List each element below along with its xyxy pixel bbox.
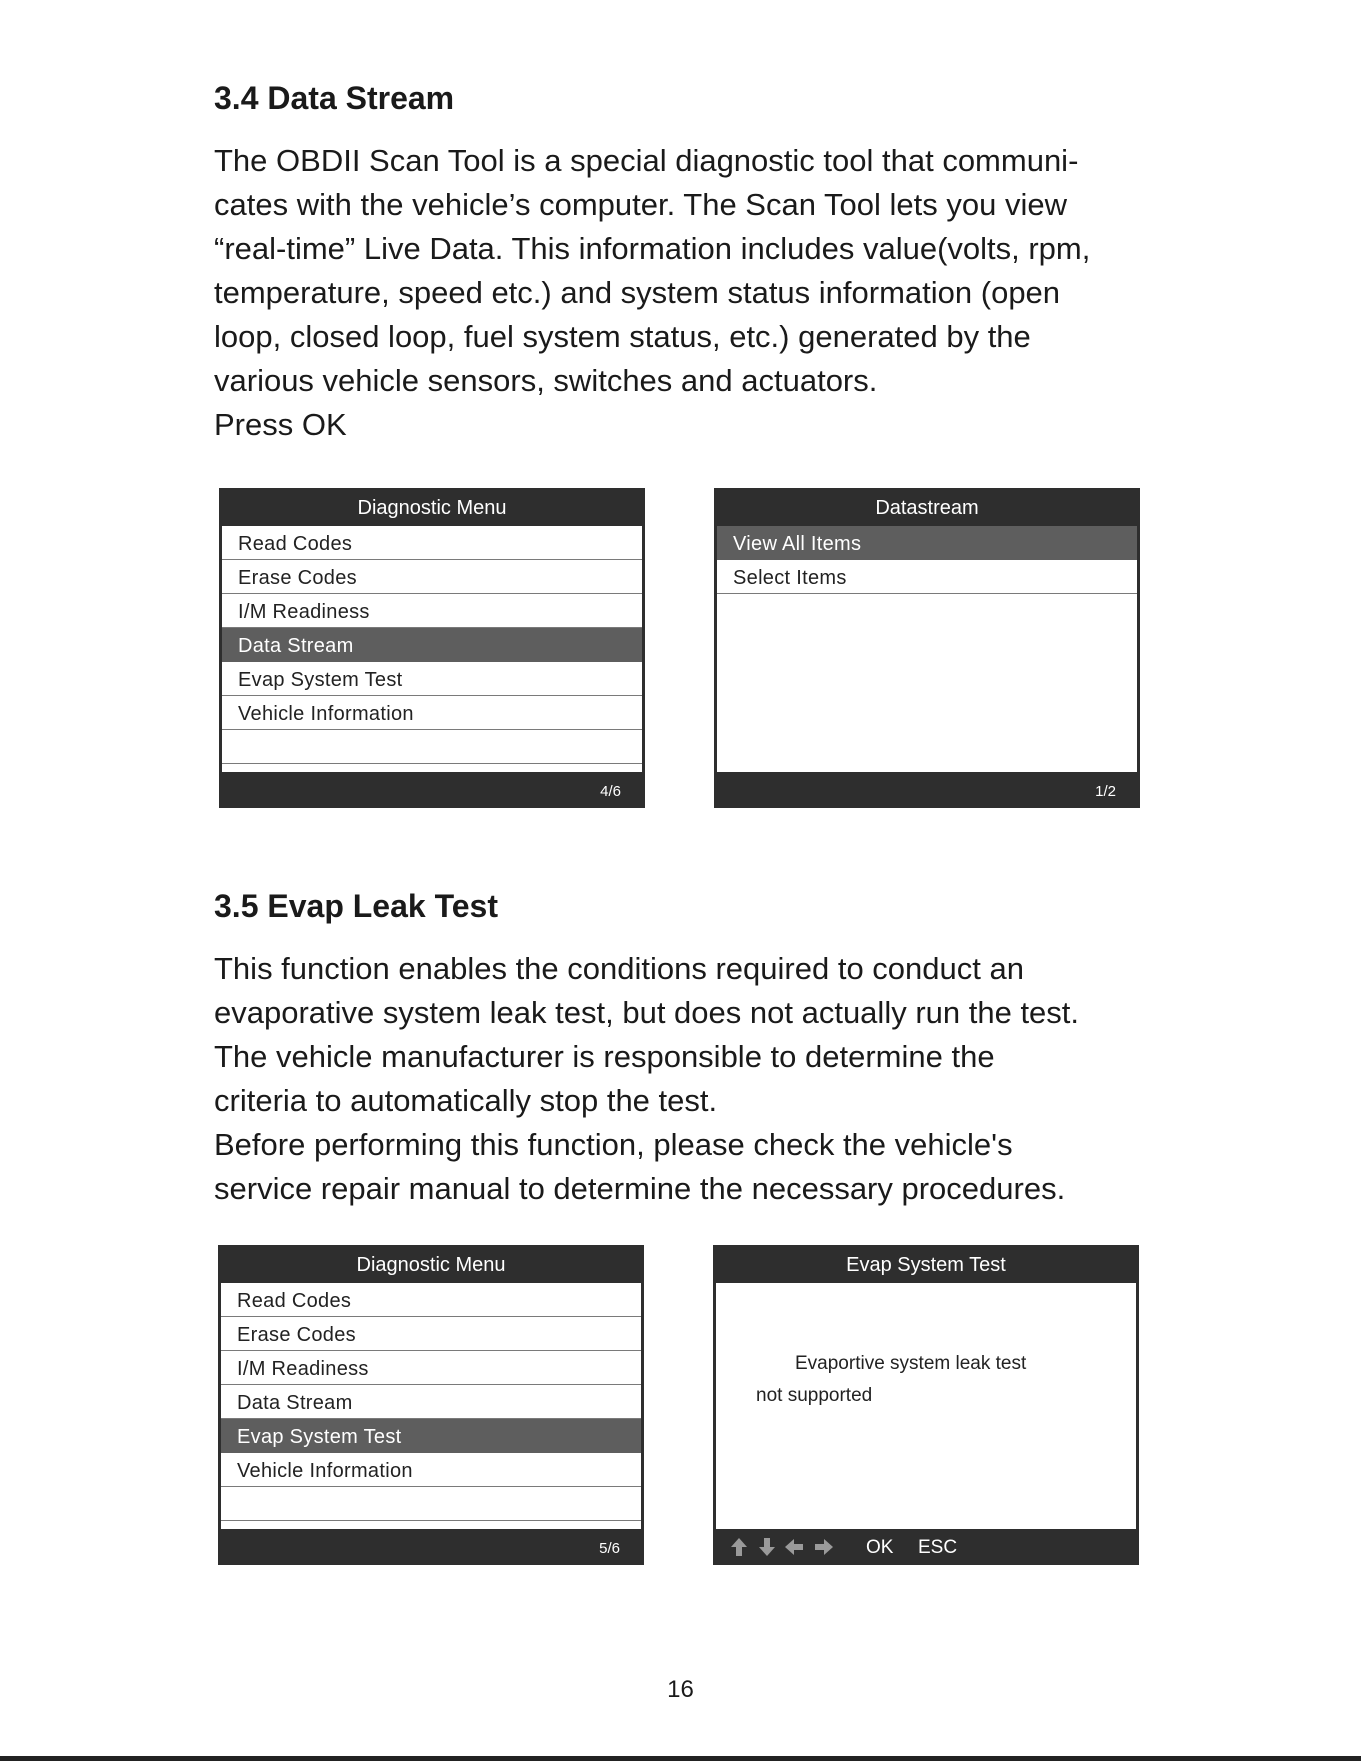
page-indicator: 1/2 [1095,783,1116,800]
body-line: criteria to automatically stop the test. [214,1083,718,1118]
screen-title: Diagnostic Menu [357,497,507,519]
screen-evap-system-test [713,1245,1139,1565]
body-line: service repair manual to determine the necessary procedures. [214,1171,1066,1206]
menu-item-read-codes[interactable]: Read Codes [222,526,642,560]
body-line: Before performing this function, please check the vehicle's [214,1127,1013,1162]
arrow-down-icon[interactable] [759,1538,775,1556]
page-indicator: 5/6 [599,1540,620,1557]
menu-item-empty [221,1487,641,1521]
arrow-left-icon[interactable] [785,1539,803,1555]
screen-diagnostic-menu-1 [219,488,645,808]
page-number: 16 [667,1676,694,1703]
menu-list [717,526,1137,772]
page-indicator: 4/6 [600,783,621,800]
menu-item-select-items[interactable]: Select Items [717,560,1137,594]
menu-item-erase-codes[interactable]: Erase Codes [222,560,642,594]
message-line: not supported [756,1385,873,1406]
menu-item-vehicle-information[interactable]: Vehicle Information [221,1453,641,1487]
screen-footer [219,772,645,808]
body-line: “real-time” Live Data. This information includes value(volts, rpm, [214,231,1091,266]
screen-footer [218,1529,644,1565]
message-area [716,1283,1136,1529]
screen-title: Evap System Test [846,1254,1006,1276]
body-line: cates with the vehicle’s computer. The Scan Tool lets you view [214,187,1067,222]
screen-diagnostic-menu-2 [218,1245,644,1565]
menu-item-empty [222,730,642,764]
menu-item-vehicle-information[interactable]: Vehicle Information [222,696,642,730]
menu-item-im-readiness[interactable]: I/M Readiness [221,1351,641,1385]
section-body-evap-leak-test [214,947,1174,1211]
screen-title: Datastream [875,497,979,519]
menu-item-data-stream[interactable]: Data Stream [222,628,642,662]
body-line: This function enables the conditions required to conduct an [214,951,1024,986]
bottom-divider [0,1756,1361,1761]
screen-title: Diagnostic Menu [356,1254,506,1276]
screen-footer [713,1529,1139,1565]
nav-keys [729,1536,841,1558]
menu-item-evap-system-test[interactable]: Evap System Test [221,1419,641,1453]
body-line: various vehicle sensors, switches and actuators. [214,363,878,398]
section-heading-data-stream: 3.4 Data Stream [214,80,455,116]
menu-item-data-stream[interactable]: Data Stream [221,1385,641,1419]
body-line: Press OK [214,407,347,442]
ok-key-label[interactable]: OK [866,1537,894,1558]
arrow-right-icon[interactable] [815,1539,833,1555]
screen-datastream [714,488,1140,808]
message-line: Evaportive system leak test [795,1353,1027,1374]
screen-footer [714,772,1140,808]
menu-item-read-codes[interactable]: Read Codes [221,1283,641,1317]
menu-item-im-readiness[interactable]: I/M Readiness [222,594,642,628]
arrow-up-icon[interactable] [731,1538,747,1556]
body-line: loop, closed loop, fuel system status, etc.) generated by the [214,319,1031,354]
body-line: The vehicle manufacturer is responsible to determine the [214,1039,995,1074]
menu-list [221,1283,641,1529]
menu-item-view-all-items[interactable]: View All Items [717,526,1137,560]
section-heading-evap-leak-test: 3.5 Evap Leak Test [214,888,498,924]
menu-item-evap-system-test[interactable]: Evap System Test [222,662,642,696]
menu-list [222,526,642,772]
body-line: The OBDII Scan Tool is a special diagnostic tool that communi- [214,143,1079,178]
body-line: evaporative system leak test, but does not actually run the test. [214,995,1080,1030]
esc-key-label[interactable]: ESC [918,1537,958,1558]
body-line: temperature, speed etc.) and system status information (open [214,275,1061,310]
menu-item-erase-codes[interactable]: Erase Codes [221,1317,641,1351]
section-body-data-stream [214,139,1174,447]
